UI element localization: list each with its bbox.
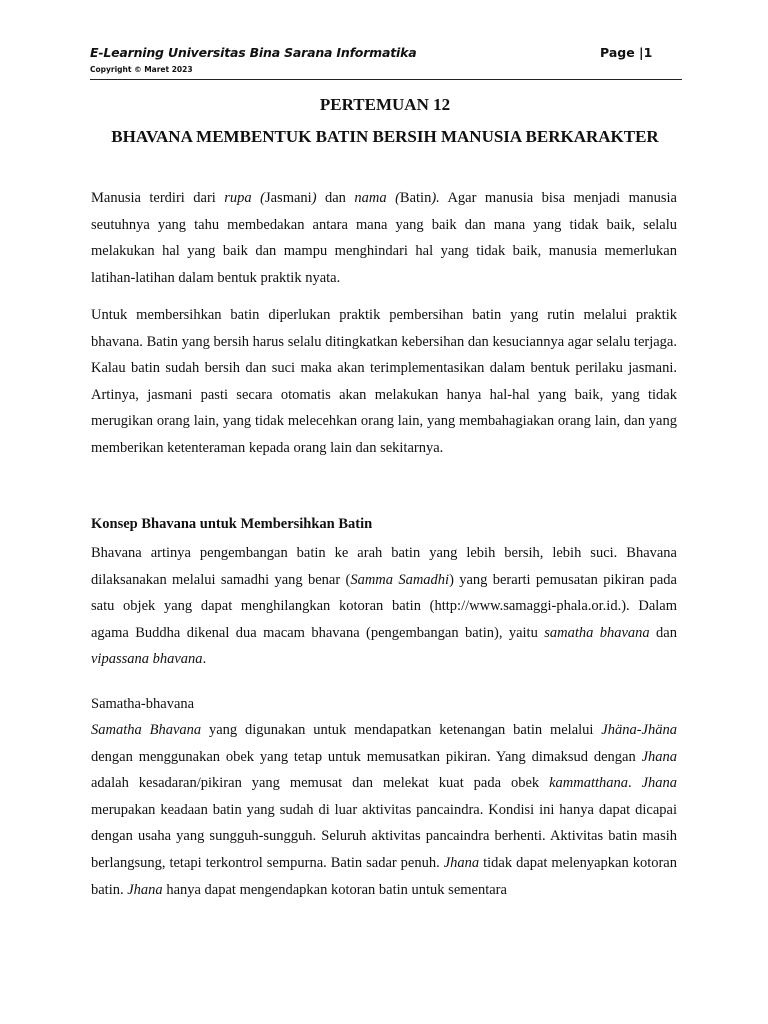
term-jhana: Jhana [127,881,163,898]
paragraph-samatha [91,717,677,903]
header-title: E-Learning Universitas Bina Sarana Informatika [90,45,417,60]
text-run: ) [311,190,325,206]
paragraph-cleansing [91,302,677,462]
term-jhana: Jhana [641,775,677,792]
text-run: hanya dapat mengendapkan kotoran batin untuk sementara [162,881,507,898]
text-run: Agar manusia bisa menjadi manusia seutuhnya yang tahu membedakan antara mana yang baik dan mana yang tidak baik, selalu melakukan hal yang baik dan mampu menghindari hal yang tidak baik, manusia memerlukan latihan-latihan dalam bentuk praktik nyata. [91,190,677,286]
term-samatha: Samatha Bhavana [91,722,202,738]
text-run: adalah kesadaran/pikiran yang memusat dan melekat kuat pada obek [91,775,550,792]
text-run: ) yang berarti pemusatan pikiran pada satu objek yang dapat menghilangkan kotoran batin (http://www.samaggi-phala.or.id.). Dalam agama Buddha dikenal dua macam bhavana (pengembangan batin), yaitu [91,571,677,641]
document-titles [90,95,680,147]
text-run: . [628,775,642,792]
term-jhana: Jhana [641,748,677,765]
text-run: tidak dapat melenyapkan kotoran batin. [91,854,677,898]
meeting-title: PERTEMUAN 12 [319,95,451,114]
text-run: Manusia terdiri dari [91,190,225,206]
term-nama: nama ( [354,190,400,206]
term-rupa: rupa ( [224,190,265,206]
term-jhana: Jhana [443,854,480,871]
page-header [90,45,682,80]
term-jhana-jhana: Jhäna-Jhäna [601,722,677,738]
paragraph-bhavana [91,540,677,673]
term-kammatthana: kammatthana [549,775,629,792]
text-run: dan [649,624,677,641]
text-run: dengan menggunakan obek yang tetap untuk memusatkan pikiran. Yang dimaksud dengan [91,748,642,765]
subheading: Samatha-bhavana [91,696,195,712]
chapter-title: BHAVANA MEMBENTUK BATIN BERSIH MANUSIA BERKARAKTER [111,127,659,146]
text-run: yang digunakan untuk mendapatkan ketenangan batin melalui [201,722,602,738]
section-heading: Konsep Bhavana untuk Membersihkan Batin [91,516,373,532]
header-copyright: Copyright © Maret 2023 [90,65,193,74]
page-number: Page |1 [600,45,653,60]
text-run: . [202,651,207,668]
term-vipassana-bhavana: vipassana bhavana [91,651,203,668]
text-run: Batin [399,190,432,206]
term-samma-samadhi: Samma Samadhi [350,571,450,588]
paragraph-text: Untuk membersihkan batin diperlukan praktik pembersihan batin yang rutin melalui praktik bhavana. Batin yang bersih harus selalu ditingkatkan kebersihan dan kesuciannya agar selalu terjaga. Kalau batin sudah bersih dan suci maka akan terimplementasikan dalam bentuk perilaku jasmani. Artinya, jasmani pasti secara otomatis akan melakukan hanya hal-hal yang baik, yang tidak merugikan orang lain, yang tidak melecehkan orang lain, yang membahagiakan orang lain, dan yang memberikan ketenteraman kepada orang lain dan sekitarnya. [91,307,677,456]
text-run: Bhavana artinya pengembangan batin ke arah batin yang lebih bersih, lebih suci. Bhavana dilaksanakan melalui samadhi yang benar ( [91,545,677,588]
text-run: ). [431,190,440,206]
paragraph-intro [91,185,677,291]
text-run: Jasmani [264,190,312,206]
text-run: dan [324,190,355,206]
text-run: merupakan keadaan batin yang sudah di luar aktivitas pancaindra. Kondisi ini hanya dapat dicapai dengan usaha yang sungguh-sungguh. Seluruh aktivitas pancaindra berhenti. Aktivitas batin masih berlangsung, tetapi terkontrol sempurna. Batin sadar penuh. [91,801,677,871]
term-samatha-bhavana: samatha bhavana [544,624,650,641]
